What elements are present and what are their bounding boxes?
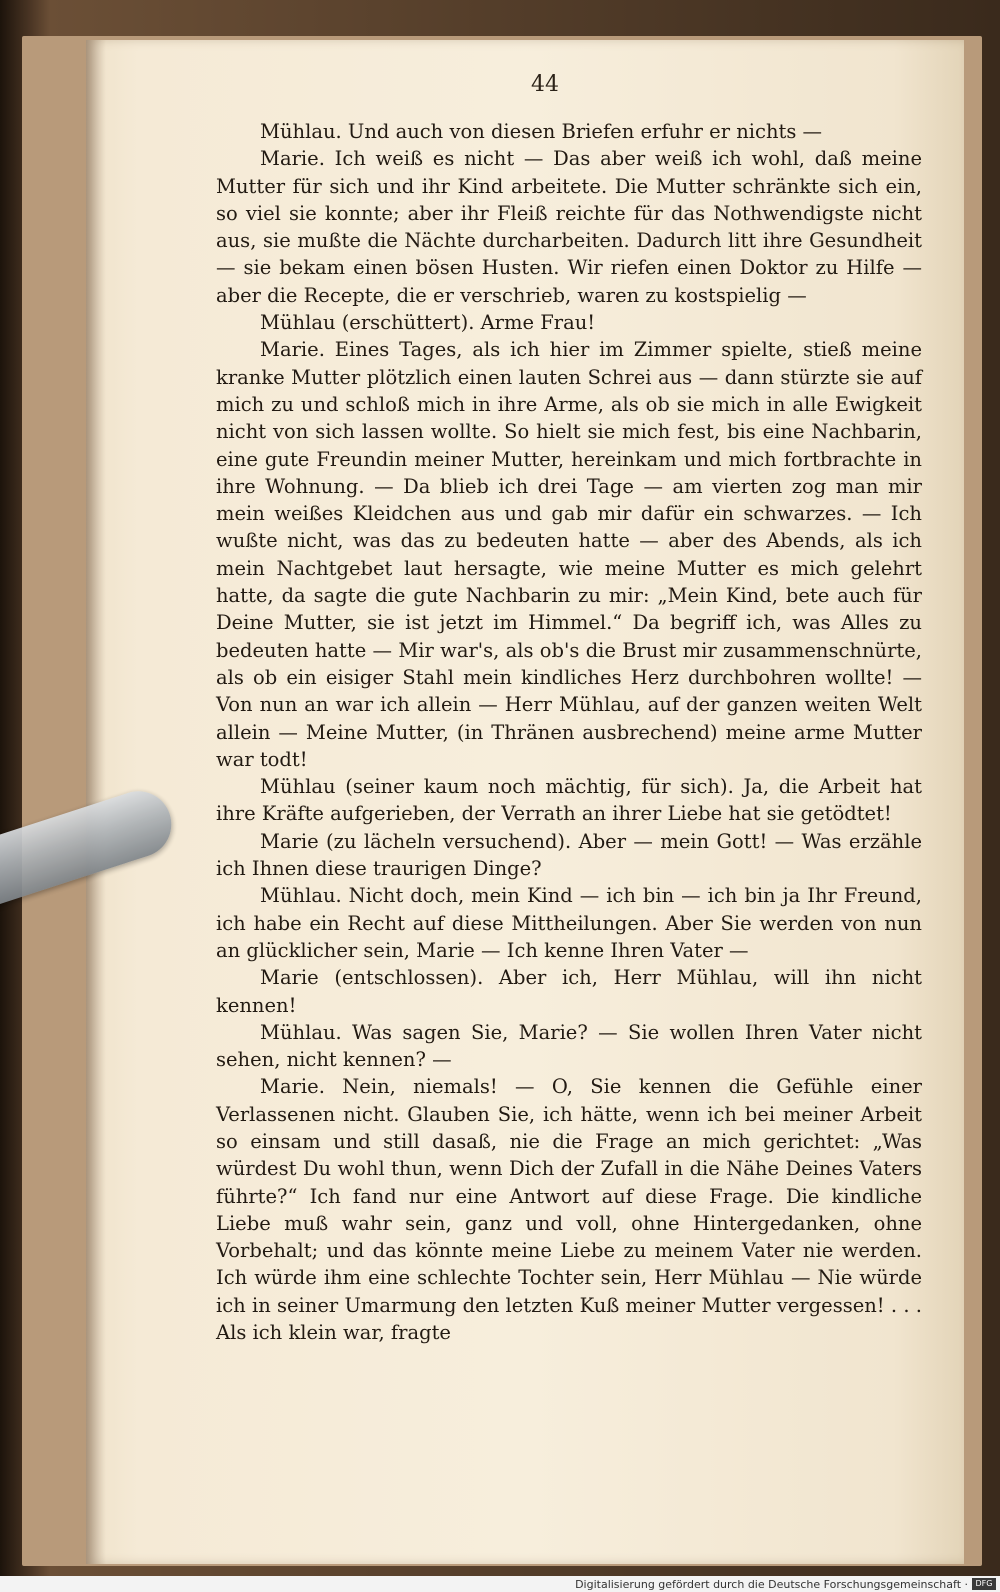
paragraph: Mühlau. Nicht doch, mein Kind — ich bin — ich bin ja Ihr Freund, ich habe ein Recht auf diese Mittheilungen. Aber Sie werden von nun an glücklicher sein, Marie — Ich kenne Ihren Vater — bbox=[216, 884, 922, 962]
paragraph: Mühlau (seiner kaum noch mächtig, für sich). Ja, die Arbeit hat ihre Kräfte aufgerieben, der Verrath an ihrer Liebe hat sie getödtet! bbox=[216, 775, 922, 826]
footer-credit: Digitalisierung gefördert durch die Deutsche Forschungsgemeinschaft · bbox=[575, 1578, 968, 1591]
paragraph: Mühlau. Was sagen Sie, Marie? — Sie wollen Ihren Vater nicht sehen, nicht kennen? — bbox=[216, 1020, 922, 1072]
page-number: 44 bbox=[531, 72, 559, 97]
paragraph: Marie. Eines Tages, als ich hier im Zimmer spielte, stieß meine kranke Mutter plötzlich einen lauten Schrei aus — dann stürzte sie auf mich zu und schloß mich in ihre Arme, als ob sie mich in alle Ewigkeit nicht von sich lassen wollte. So hielt sie mich fest, bis eine Nachbarin, eine gute Freundin meiner Mutter, hereinkam und mich fortbrachte in ihre Wohnung. — Da blieb ich drei Tage — am vierten zog man mir mein weißes Kleidchen aus und gab mir dafür ein schwarzes. — Ich wußte nicht, was das zu bedeuten hatte — aber des Abends, als ich mein Nachtgebet laut hersagte, wie meine Mutter es mich gelehrt hatte, da sagte die gute Nachbarin zu mir: „Mein Kind, bete auch für Deine Mutter, sie ist jetzt im Himmel.“ Da begriff ich, was Alles zu bedeuten hatte — Mir war's, als ob's die Brust mir zusammenschnürte, als ob ein eisiger Stahl mein kindliches Herz durchbohren wollte! — Von nun an war ich allein — Herr Mühlau, auf der ganzen weiten Welt allein — Meine Mutter, (in Thränen ausbrechend) meine arme Mutter war todt! bbox=[216, 338, 922, 771]
page-text bbox=[216, 118, 922, 1346]
paragraph: Marie (entschlossen). Aber ich, Herr Mühlau, will ihn nicht kennen! bbox=[216, 966, 922, 1017]
paragraph: Marie (zu lächeln versuchend). Aber — mein Gott! — Was erzähle ich Ihnen diese traurigen Dinge? bbox=[216, 829, 922, 881]
dfg-logo-icon: DFG bbox=[972, 1578, 996, 1590]
paragraph: Marie. Nein, niemals! — O, Sie kennen die Gefühle einer Verlassenen nicht. Glauben Sie, ich hätte, wenn ich bei meiner Arbeit so einsam und still dasaß, nie die Frage an mich gerichtet: „Was würdest Du wohl thun, wenn Dich der Zufall in die Nähe Deines Vaters führte?“ Ich fand nur eine Antwort auf diese Frage. Die kindliche Liebe muß wahr sein, ganz und voll, ohne Hintergedanken, ohne Vorbehalt; und das könnte meine Liebe zu meinem Vater nie werden. Ich würde ihm eine schlechte Tochter sein, Herr Mühlau — Nie würde ich in seiner Umarmung den letzten Kuß meiner Mutter vergessen! . . . Als ich klein war, fragte bbox=[216, 1075, 922, 1345]
paragraph: Mühlau (erschüttert). Arme Frau! bbox=[260, 311, 596, 335]
paragraph: Marie. Ich weiß es nicht — Das aber weiß ich wohl, daß meine Mutter für sich und ihr Kind arbeitete. Die Mutter schränkte sich ein, so viel sie konnte; aber ihr Fleiß reichte für das Nothwendigste nicht aus, sie mußte die Nächte durcharbeiten. Dadurch litt ihre Gesundheit — sie bekam einen bösen Husten. Wir riefen einen Doktor zu Hilfe — aber die Recepte, die er verschrieb, waren zu kostspielig — bbox=[216, 147, 922, 307]
paragraph: Mühlau. Und auch von diesen Briefen erfuhr er nichts — bbox=[260, 120, 823, 143]
